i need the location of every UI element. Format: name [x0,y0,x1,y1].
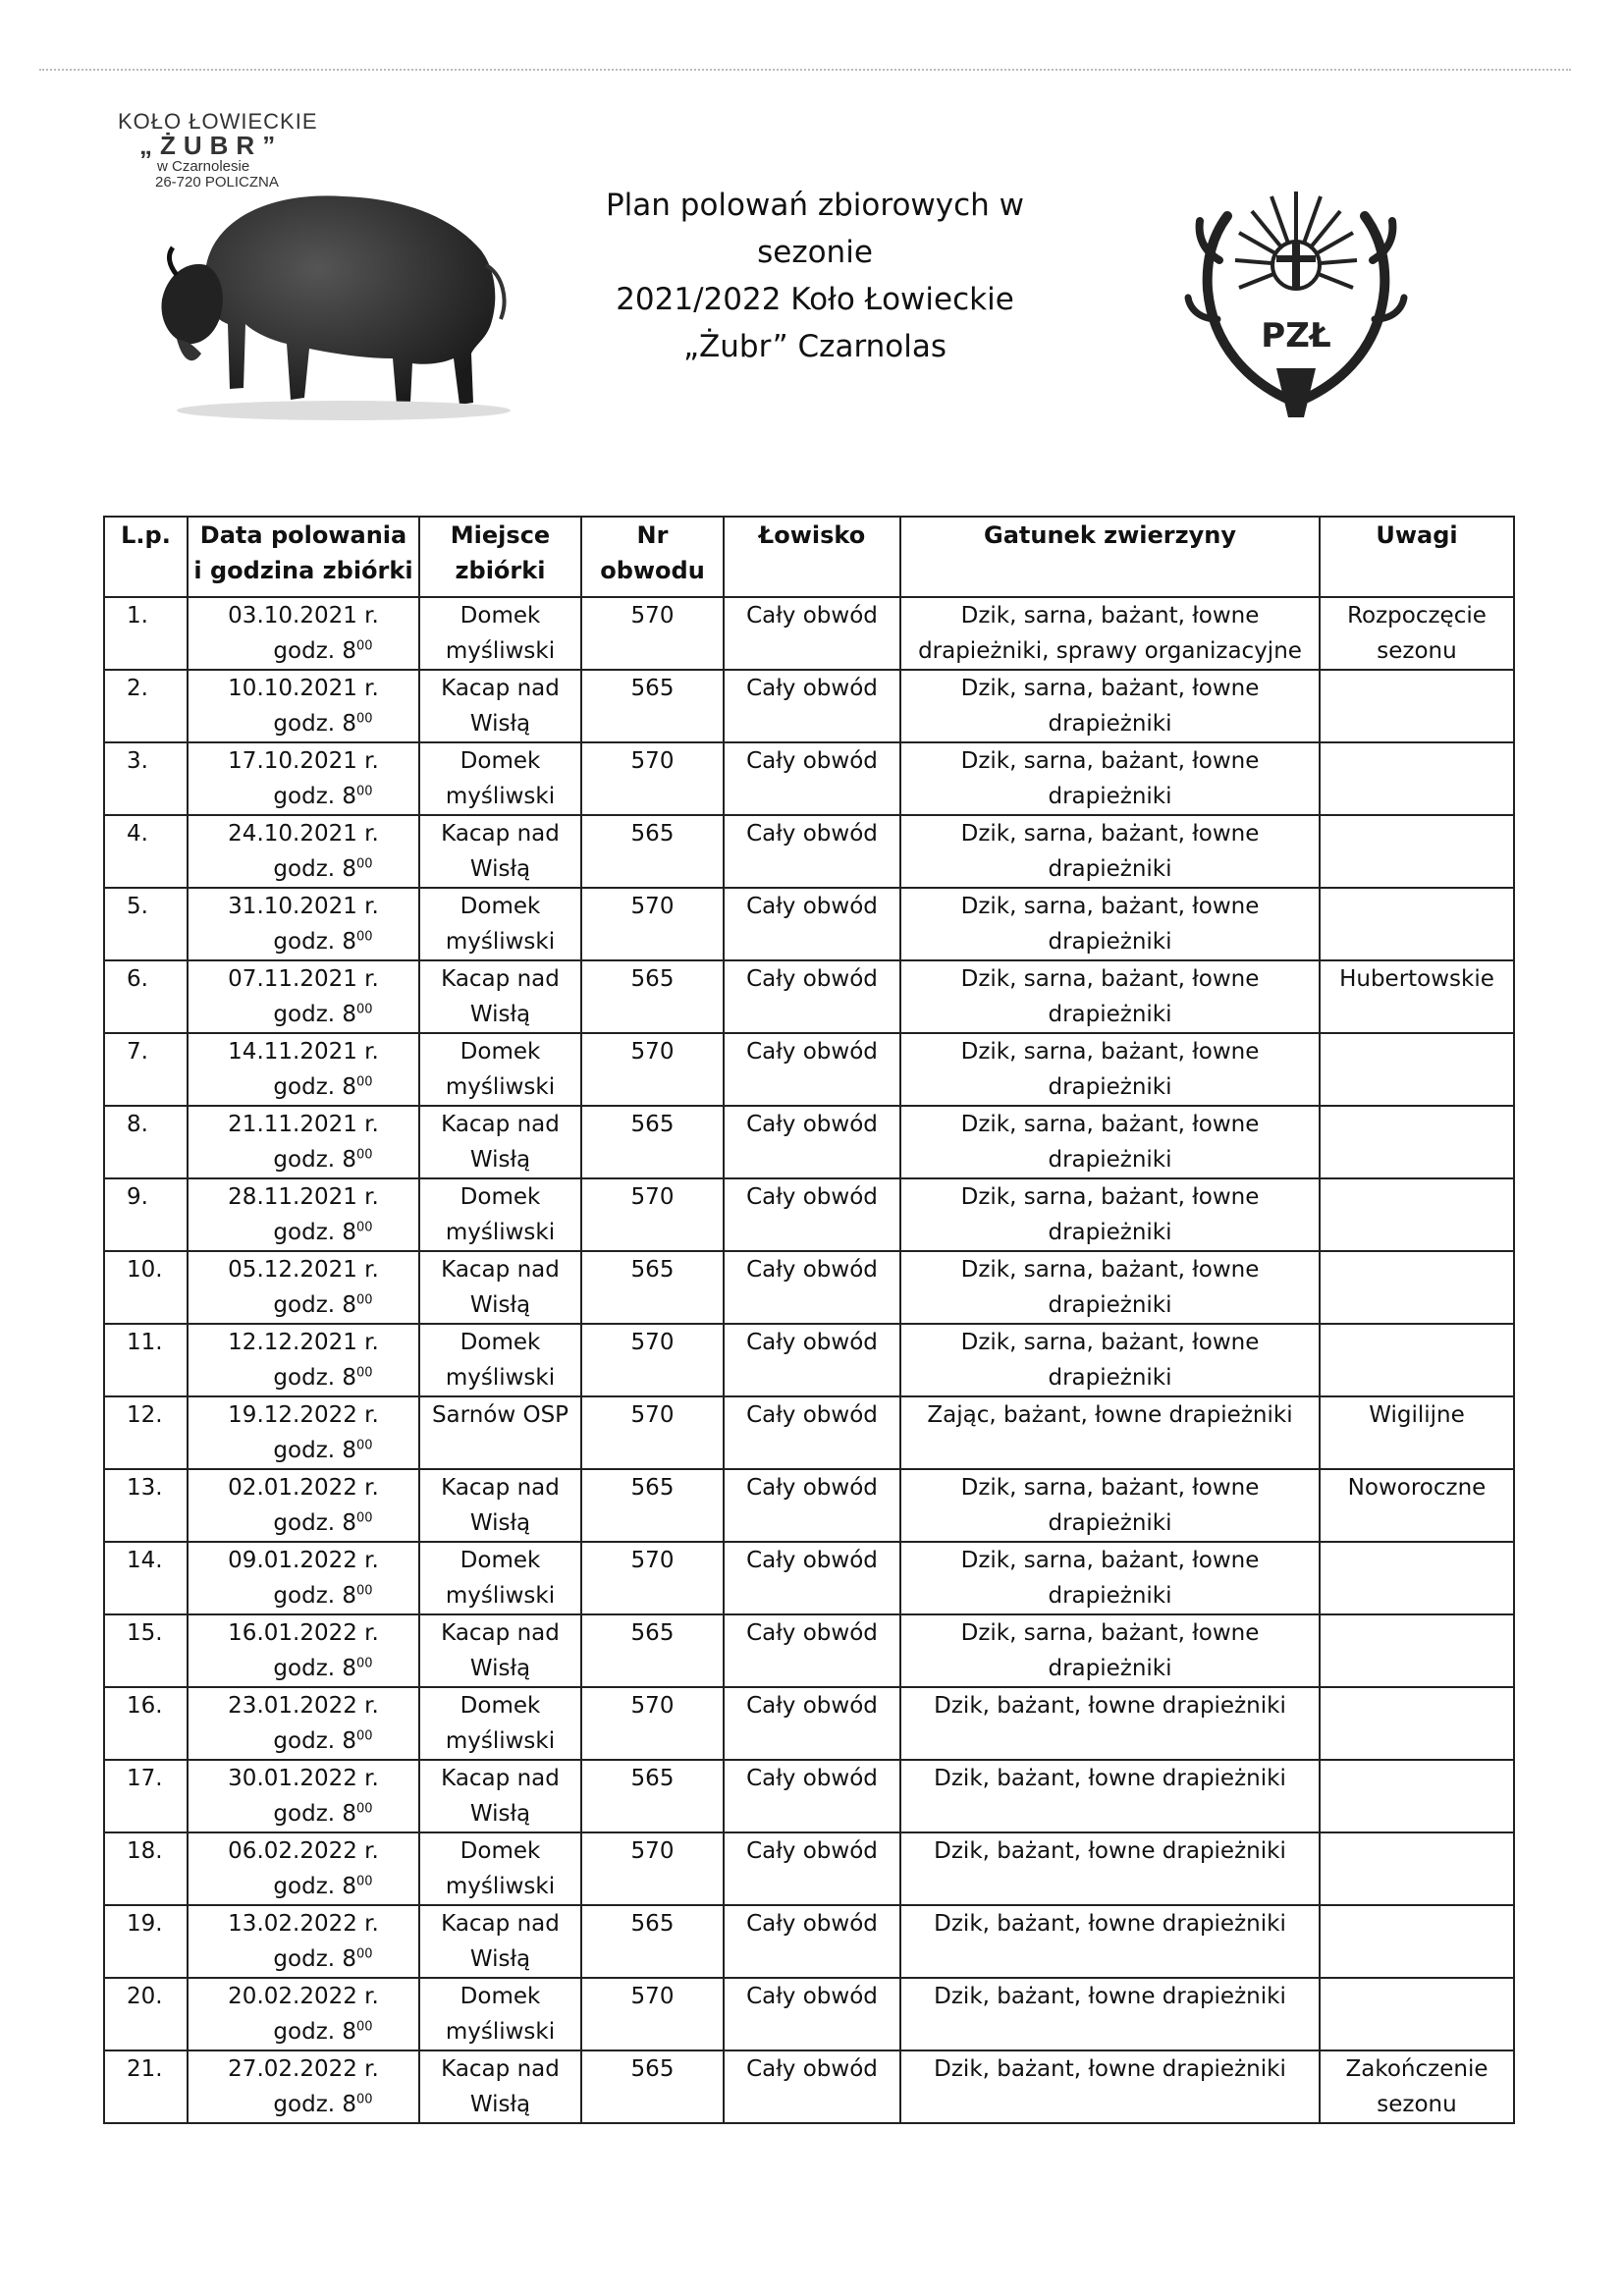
cell-date-value: 07.11.2021 r. [228,966,379,992]
cell-gatunek: Dzik, sarna, bażant, łowne drapieżniki [900,1033,1320,1106]
cell-date-value: 30.01.2022 r. [228,1766,379,1791]
cell-lp: 14. [104,1542,188,1614]
cell-lowisko: Cały obwód [724,1687,900,1760]
cell-uwagi [1320,1905,1514,1978]
cell-lp: 12. [104,1396,188,1469]
scan-artifact-line [39,69,1571,71]
cell-lp: 11. [104,1324,188,1396]
time-minutes: 00 [356,2019,373,2035]
header-nr-line-1: Nr [636,521,669,549]
cell-date [188,1324,419,1396]
cell-gatunek: Dzik, sarna, bażant, łowne drapieżniki [900,1178,1320,1251]
cell-date-value: 09.01.2022 r. [228,1548,379,1573]
cell-date [188,1033,419,1106]
cell-uwagi [1320,1033,1514,1106]
cell-gatunek: Dzik, bażant, łowne drapieżniki [900,1832,1320,1905]
cell-date [188,2050,419,2123]
cell-date [188,1396,419,1469]
cell-time [192,1941,414,1977]
time-minutes: 00 [356,1438,373,1453]
cell-date [188,1687,419,1760]
cell-nr: 565 [581,1251,724,1324]
cell-lowisko: Cały obwód [724,1324,900,1396]
cell-lp: 15. [104,1614,188,1687]
cell-place: Domek myśliwski [419,1978,581,2050]
cell-time [192,1505,414,1541]
time-prefix: godz. 8 [273,1074,357,1100]
cell-place: Kacap nad Wisłą [419,960,581,1033]
cell-gatunek: Dzik, bażant, łowne drapieżniki [900,1978,1320,2050]
cell-gatunek: Dzik, sarna, bażant, łowne drapieżniki [900,742,1320,815]
cell-lowisko: Cały obwód [724,1178,900,1251]
cell-lp: 16. [104,1687,188,1760]
cell-lp: 5. [104,888,188,960]
cell-gatunek: Zając, bażant, łowne drapieżniki [900,1396,1320,1469]
cell-time [192,1651,414,1686]
time-minutes: 00 [356,1583,373,1599]
cell-date-value: 21.11.2021 r. [228,1112,379,1137]
cell-lp: 8. [104,1106,188,1178]
cell-uwagi: Wigilijne [1320,1396,1514,1469]
cell-time [192,1287,414,1323]
stamp-line-2: „ŻUBR” [139,131,284,161]
cell-gatunek: Dzik, sarna, bażant, łowne drapieżniki [900,888,1320,960]
header-nr-line-2: obwodu [600,557,705,584]
time-minutes: 00 [356,711,373,727]
header-uwagi: Uwagi [1320,517,1514,597]
cell-date-value: 06.02.2022 r. [228,1838,379,1864]
time-prefix: godz. 8 [273,2019,357,2045]
table-row [104,1033,1514,1106]
cell-lp: 9. [104,1178,188,1251]
cell-lowisko: Cały obwód [724,670,900,742]
table-row [104,1251,1514,1324]
time-minutes: 00 [356,2092,373,2107]
cell-date [188,815,419,888]
cell-place: Sarnów OSP [419,1396,581,1469]
cell-time [192,1215,414,1250]
table-row [104,2050,1514,2123]
table-row [104,1542,1514,1614]
cell-nr: 565 [581,1905,724,1978]
cell-place: Domek myśliwski [419,1324,581,1396]
cell-lp: 13. [104,1469,188,1542]
cell-nr: 570 [581,1978,724,2050]
hunt-plan-table [103,516,1515,2124]
cell-gatunek: Dzik, sarna, bażant, łowne drapieżniki [900,1106,1320,1178]
cell-date-value: 20.02.2022 r. [228,1984,379,2009]
table-row [104,1324,1514,1396]
time-prefix: godz. 8 [273,1583,357,1609]
cell-nr: 570 [581,1542,724,1614]
cell-nr: 565 [581,960,724,1033]
cell-nr: 570 [581,1396,724,1469]
cell-uwagi [1320,1978,1514,2050]
table-row [104,1905,1514,1978]
cell-gatunek: Dzik, sarna, bażant, łowne drapieżniki [900,1324,1320,1396]
time-minutes: 00 [356,1801,373,1817]
cell-uwagi: Hubertowskie [1320,960,1514,1033]
cell-place: Kacap nad Wisłą [419,815,581,888]
cell-lowisko: Cały obwód [724,1760,900,1832]
cell-date-value: 14.11.2021 r. [228,1039,379,1065]
cell-nr: 570 [581,597,724,670]
stamp-line-3: w Czarnolesie [157,158,250,176]
cell-gatunek: Dzik, sarna, bażant, łowne drapieżniki [900,960,1320,1033]
cell-date-value: 03.10.2021 r. [228,603,379,629]
cell-gatunek: Dzik, bażant, łowne drapieżniki [900,1905,1320,1978]
table-row [104,670,1514,742]
time-prefix: godz. 8 [273,1946,357,1972]
cell-place: Domek myśliwski [419,1178,581,1251]
title-line-1: Plan polowań zbiorowych w sezonie [605,188,1025,270]
cell-nr: 565 [581,815,724,888]
time-minutes: 00 [356,1728,373,1744]
cell-lowisko: Cały obwód [724,1614,900,1687]
cell-date-value: 19.12.2022 r. [228,1402,379,1428]
stamp-line-1: KOŁO ŁOWIECKIE [118,109,318,134]
cell-uwagi: Zakończenie sezonu [1320,2050,1514,2123]
cell-date [188,1251,419,1324]
time-prefix: godz. 8 [273,711,357,737]
time-prefix: godz. 8 [273,1801,357,1827]
cell-date-value: 23.01.2022 r. [228,1693,379,1719]
cell-place: Kacap nad Wisłą [419,670,581,742]
cell-date [188,1905,419,1978]
cell-lowisko: Cały obwód [724,1832,900,1905]
cell-nr: 565 [581,1614,724,1687]
cell-lp: 21. [104,2050,188,2123]
time-prefix: godz. 8 [273,929,357,955]
time-prefix: godz. 8 [273,1365,357,1391]
cell-place: Kacap nad Wisłą [419,1469,581,1542]
cell-lowisko: Cały obwód [724,2050,900,2123]
cell-uwagi [1320,1324,1514,1396]
header-date-line-2: i godzina zbiórki [193,557,413,584]
table-row [104,597,1514,670]
table-row [104,1760,1514,1832]
time-prefix: godz. 8 [273,1438,357,1463]
title-line-3: „Żubr” Czarnolas [682,329,947,364]
header-nr [581,517,724,597]
cell-place: Kacap nad Wisłą [419,2050,581,2123]
cell-uwagi [1320,1614,1514,1687]
cell-lowisko: Cały obwód [724,1033,900,1106]
cell-date-value: 16.01.2022 r. [228,1620,379,1646]
time-minutes: 00 [356,1220,373,1235]
table-row [104,742,1514,815]
header-lp: L.p. [104,517,188,597]
cell-nr: 570 [581,888,724,960]
cell-uwagi [1320,1687,1514,1760]
cell-nr: 565 [581,1760,724,1832]
table-row [104,1687,1514,1760]
table-row [104,1832,1514,1905]
cell-gatunek: Dzik, sarna, bażant, łowne drapieżniki [900,1469,1320,1542]
cell-place: Domek myśliwski [419,888,581,960]
cell-gatunek: Dzik, sarna, bażant, łowne drapieżniki [900,670,1320,742]
time-minutes: 00 [356,1147,373,1163]
time-prefix: godz. 8 [273,1147,357,1173]
cell-place: Domek myśliwski [419,1542,581,1614]
cell-place: Kacap nad Wisłą [419,1760,581,1832]
emblem-label: PZŁ [1261,316,1331,355]
cell-date [188,1542,419,1614]
cell-lowisko: Cały obwód [724,888,900,960]
cell-date-value: 13.02.2022 r. [228,1911,379,1937]
time-prefix: godz. 8 [273,1220,357,1245]
cell-time [192,997,414,1032]
cell-lp: 10. [104,1251,188,1324]
cell-place: Domek myśliwski [419,1832,581,1905]
cell-place: Kacap nad Wisłą [419,1614,581,1687]
table-row [104,1469,1514,1542]
cell-lowisko: Cały obwód [724,1106,900,1178]
cell-gatunek: Dzik, bażant, łowne drapieżniki [900,1760,1320,1832]
time-minutes: 00 [356,1292,373,1308]
cell-time [192,1869,414,1904]
time-prefix: godz. 8 [273,1510,357,1536]
time-minutes: 00 [356,1946,373,1962]
cell-nr: 565 [581,670,724,742]
cell-date [188,888,419,960]
cell-nr: 570 [581,1324,724,1396]
cell-time [192,1433,414,1468]
cell-uwagi: Rozpoczęcie sezonu [1320,597,1514,670]
cell-place: Domek myśliwski [419,1033,581,1106]
cell-nr: 565 [581,1469,724,1542]
cell-lowisko: Cały obwód [724,1251,900,1324]
cell-uwagi [1320,1832,1514,1905]
time-prefix: godz. 8 [273,1292,357,1318]
cell-place: Domek myśliwski [419,1687,581,1760]
header-place-line-2: zbiórki [455,557,546,584]
cell-uwagi [1320,670,1514,742]
cell-nr: 570 [581,1832,724,1905]
cell-uwagi [1320,1178,1514,1251]
header-lowisko: Łowisko [724,517,900,597]
cell-gatunek: Dzik, sarna, bażant, łowne drapieżniki, sprawy organizacyjne [900,597,1320,670]
cell-gatunek: Dzik, bażant, łowne drapieżniki [900,2050,1320,2123]
cell-date [188,670,419,742]
cell-place: Kacap nad Wisłą [419,1106,581,1178]
cell-time [192,2087,414,2122]
cell-uwagi [1320,742,1514,815]
cell-uwagi [1320,888,1514,960]
time-prefix: godz. 8 [273,1002,357,1027]
cell-date-value: 02.01.2022 r. [228,1475,379,1501]
cell-lowisko: Cały obwód [724,1905,900,1978]
cell-date-value: 10.10.2021 r. [228,676,379,701]
cell-date [188,1614,419,1687]
cell-lp: 2. [104,670,188,742]
cell-lowisko: Cały obwód [724,815,900,888]
cell-lowisko: Cały obwód [724,1978,900,2050]
cell-lowisko: Cały obwód [724,597,900,670]
cell-time [192,1796,414,1831]
table-row [104,1396,1514,1469]
cell-nr: 570 [581,1033,724,1106]
cell-time [192,851,414,887]
cell-gatunek: Dzik, sarna, bażant, łowne drapieżniki [900,1251,1320,1324]
header-place-line-1: Miejsce [450,521,551,549]
table-row [104,1614,1514,1687]
cell-lp: 20. [104,1978,188,2050]
time-prefix: godz. 8 [273,638,357,664]
table-row [104,815,1514,888]
cell-lp: 4. [104,815,188,888]
cell-date-value: 17.10.2021 r. [228,748,379,774]
time-prefix: godz. 8 [273,1656,357,1681]
cell-time [192,1578,414,1613]
time-minutes: 00 [356,638,373,654]
time-minutes: 00 [356,1874,373,1889]
cell-lp: 18. [104,1832,188,1905]
cell-time [192,924,414,959]
cell-date [188,1832,419,1905]
cell-time [192,1142,414,1177]
cell-date-value: 24.10.2021 r. [228,821,379,847]
cell-time [192,1069,414,1105]
cell-date-value: 12.12.2021 r. [228,1330,379,1355]
cell-lp: 1. [104,597,188,670]
cell-lowisko: Cały obwód [724,1469,900,1542]
cell-lowisko: Cały obwód [724,742,900,815]
cell-place: Domek myśliwski [419,597,581,670]
time-minutes: 00 [356,1074,373,1090]
cell-time [192,706,414,741]
cell-time [192,633,414,669]
cell-uwagi [1320,1251,1514,1324]
time-prefix: godz. 8 [273,1874,357,1899]
cell-lowisko: Cały obwód [724,1542,900,1614]
cell-date [188,1469,419,1542]
cell-date-value: 31.10.2021 r. [228,894,379,919]
cell-lp: 7. [104,1033,188,1106]
time-prefix: godz. 8 [273,2092,357,2117]
time-minutes: 00 [356,1656,373,1671]
table-row [104,888,1514,960]
cell-uwagi [1320,1760,1514,1832]
cell-lowisko: Cały obwód [724,960,900,1033]
cell-lowisko: Cały obwód [724,1396,900,1469]
cell-gatunek: Dzik, sarna, bażant, łowne drapieżniki [900,815,1320,888]
time-prefix: godz. 8 [273,784,357,809]
table-header-row [104,517,1514,597]
time-prefix: godz. 8 [273,1728,357,1754]
time-minutes: 00 [356,856,373,872]
header-date-line-1: Data polowania [199,521,407,549]
cell-uwagi: Noworoczne [1320,1469,1514,1542]
table-row [104,1978,1514,2050]
cell-nr: 565 [581,2050,724,2123]
time-minutes: 00 [356,1510,373,1526]
table-row [104,960,1514,1033]
table-row [104,1106,1514,1178]
cell-place: Domek myśliwski [419,742,581,815]
time-minutes: 00 [356,1365,373,1381]
cell-time [192,1723,414,1759]
cell-date [188,1178,419,1251]
header-gatunek: Gatunek zwierzyny [900,517,1320,597]
cell-time [192,779,414,814]
header-date [188,517,419,597]
table-row [104,1178,1514,1251]
cell-gatunek: Dzik, sarna, bażant, łowne drapieżniki [900,1542,1320,1614]
cell-nr: 565 [581,1106,724,1178]
cell-gatunek: Dzik, bażant, łowne drapieżniki [900,1687,1320,1760]
bison-icon [147,157,530,432]
cell-nr: 570 [581,1178,724,1251]
cell-lp: 3. [104,742,188,815]
cell-time [192,2014,414,2050]
time-minutes: 00 [356,929,373,945]
cell-uwagi [1320,815,1514,888]
cell-nr: 570 [581,742,724,815]
page-title [550,182,1080,370]
cell-time [192,1360,414,1395]
time-minutes: 00 [356,784,373,799]
cell-nr: 570 [581,1687,724,1760]
cell-place: Kacap nad Wisłą [419,1905,581,1978]
time-prefix: godz. 8 [273,856,357,882]
cell-date [188,1760,419,1832]
cell-date [188,597,419,670]
cell-uwagi [1320,1542,1514,1614]
cell-date [188,960,419,1033]
cell-date-value: 28.11.2021 r. [228,1184,379,1210]
pzl-emblem-icon [1178,172,1414,427]
cell-place: Kacap nad Wisłą [419,1251,581,1324]
cell-lp: 19. [104,1905,188,1978]
cell-date [188,742,419,815]
cell-lp: 6. [104,960,188,1033]
cell-date [188,1106,419,1178]
stamp-line-4: 26-720 POLICZNA [155,174,279,191]
title-line-2: 2021/2022 Koło Łowieckie [616,282,1014,317]
cell-uwagi [1320,1106,1514,1178]
cell-lp: 17. [104,1760,188,1832]
cell-gatunek: Dzik, sarna, bażant, łowne drapieżniki [900,1614,1320,1687]
time-minutes: 00 [356,1002,373,1017]
cell-date [188,1978,419,2050]
cell-date-value: 27.02.2022 r. [228,2056,379,2082]
cell-date-value: 05.12.2021 r. [228,1257,379,1283]
header-place [419,517,581,597]
